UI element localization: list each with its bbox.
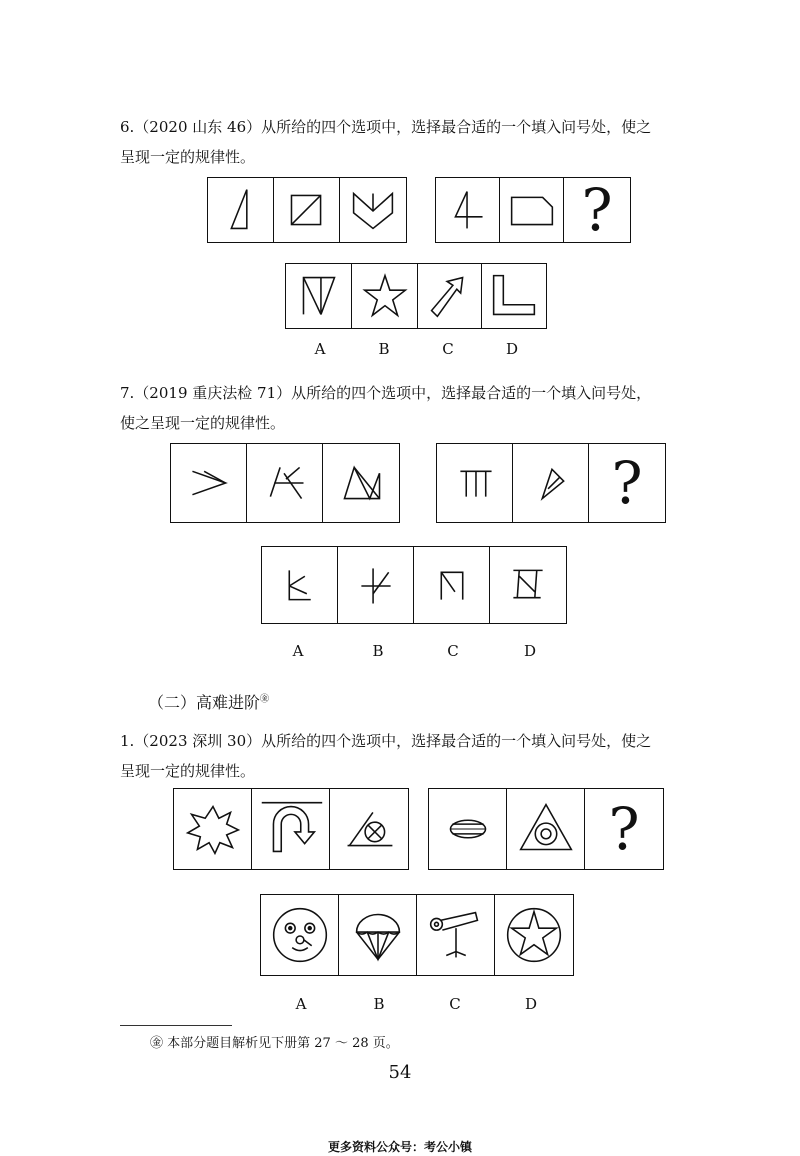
- q6-figure-3: [339, 177, 407, 243]
- q1-option-c[interactable]: [416, 894, 496, 976]
- q6-label-a: A: [314, 340, 326, 358]
- q7-option-b[interactable]: [337, 546, 415, 624]
- section-mark-icon: ㊎: [260, 694, 270, 705]
- question-mark: ?: [611, 449, 643, 517]
- q7-figure-5: [512, 443, 590, 523]
- question-6-line2: 呈现一定的规律性。: [120, 148, 256, 166]
- q6-option-c[interactable]: [417, 263, 483, 329]
- q6-figure-1: [207, 177, 275, 243]
- q1-figure-4: [428, 788, 508, 870]
- q1-question-cell: [584, 788, 664, 870]
- q7-option-a[interactable]: [261, 546, 339, 624]
- q7-question-cell: [588, 443, 666, 523]
- q7-label-b: B: [372, 642, 384, 660]
- question-6-text: [120, 112, 720, 172]
- q7-option-d[interactable]: [489, 546, 567, 624]
- q7-label-d: D: [523, 642, 537, 660]
- question-6-line1: 6.（2020 山东 46）从所给的四个选项中，选择最合适的一个填入问号处，使之: [120, 118, 652, 136]
- q1-figure-3: [329, 788, 409, 870]
- q6-figure-5: [499, 177, 565, 243]
- q7-figure-1: [170, 443, 248, 523]
- q7-label-a: A: [292, 642, 304, 660]
- q7-option-c[interactable]: [413, 546, 491, 624]
- section-heading: [148, 690, 269, 713]
- q7-figure-4: [436, 443, 514, 523]
- page-number: 54: [388, 1062, 412, 1083]
- question-1-text: [120, 726, 720, 786]
- q7-figure-2: [246, 443, 324, 523]
- q1-label-d: D: [524, 995, 538, 1013]
- q1-figure-1: [173, 788, 253, 870]
- q7-figure-3: [322, 443, 400, 523]
- q1-option-a[interactable]: [260, 894, 340, 976]
- q6-figure-4: [435, 177, 501, 243]
- q6-label-c: C: [442, 340, 454, 358]
- q1-label-b: B: [373, 995, 385, 1013]
- q1-label-c: C: [449, 995, 461, 1013]
- question-mark: ?: [608, 795, 640, 863]
- q6-question-cell: [563, 177, 631, 243]
- question-1-line1: 1.（2023 深圳 30）从所给的四个选项中，选择最合适的一个填入问号处，使之: [120, 732, 652, 750]
- footer-watermark: 更多资料公众号：考公小镇: [327, 1140, 472, 1154]
- question-mark: ?: [581, 176, 613, 244]
- q6-option-b[interactable]: [351, 263, 419, 329]
- q1-label-a: A: [295, 995, 307, 1013]
- q6-option-d[interactable]: [481, 263, 547, 329]
- section-title: （二）高难进阶: [148, 693, 261, 712]
- q7-label-c: C: [447, 642, 459, 660]
- question-1-line2: 呈现一定的规律性。: [120, 762, 256, 780]
- q6-label-d: D: [505, 340, 519, 358]
- q6-option-a[interactable]: [285, 263, 353, 329]
- q1-option-d[interactable]: [494, 894, 574, 976]
- footnote: ㊎ 本部分题目解析见下册第 27 ～ 28 页。: [150, 1036, 399, 1051]
- question-7-line2: 使之呈现一定的规律性。: [120, 414, 286, 432]
- q1-option-b[interactable]: [338, 894, 418, 976]
- question-7-line1: 7.（2019 重庆法检 71）从所给的四个选项中，选择最合适的一个填入问号处，: [120, 384, 652, 402]
- question-7-text: [120, 378, 720, 438]
- q1-figure-2: [251, 788, 331, 870]
- q6-label-b: B: [378, 340, 390, 358]
- q1-figure-5: [506, 788, 586, 870]
- footnote-divider: [120, 1025, 232, 1026]
- q6-figure-2: [273, 177, 341, 243]
